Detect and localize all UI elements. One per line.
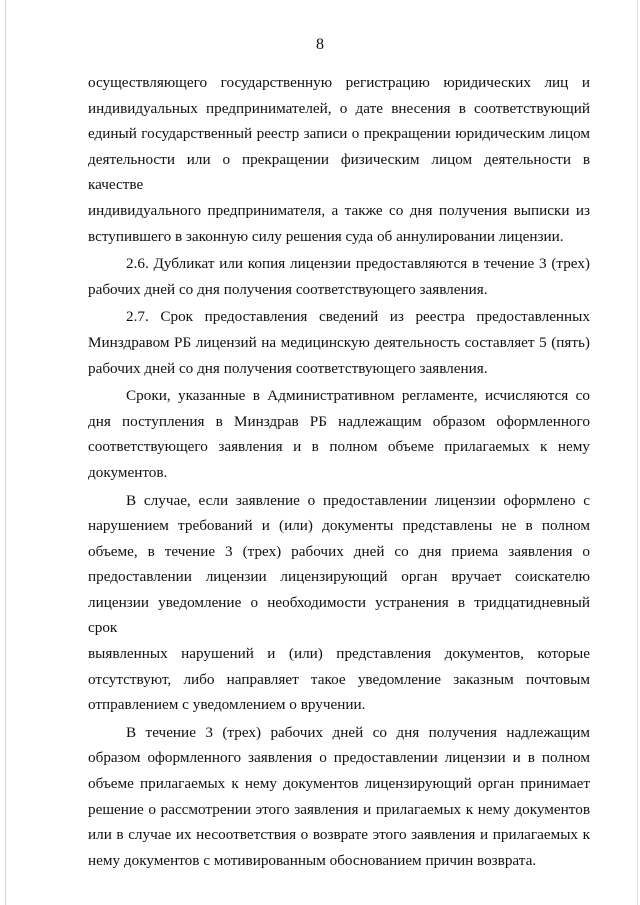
text-line: 2.6. Дубликат или копия лицензии предоставляются в течение 3 (трех) [126, 255, 590, 273]
paragraph [88, 251, 590, 302]
text-line: лицензии уведомление о необходимости устранения в тридцатидневный срок [88, 593, 590, 637]
text-line: документов. [88, 463, 168, 481]
text-line: решение о рассмотрении этого заявления и прилагаемых к нему документов [88, 800, 590, 818]
text-line: образом оформленного заявления о предоставлении лицензии и в полном [88, 749, 590, 767]
text-line: индивидуальных предпринимателей, о дате внесения в соответствующий [88, 99, 590, 117]
text-line: предоставлении лицензии лицензирующий орган вручает соискателю [88, 568, 590, 586]
paragraph [88, 70, 590, 249]
text-line: отправлением с уведомлением о вручении. [88, 696, 366, 714]
text-line: В течение 3 (трех) рабочих дней со дня получения надлежащим [126, 723, 590, 741]
paragraph [88, 720, 590, 874]
text-line: дня поступления в Минздрав РБ надлежащим образом оформленного [88, 412, 590, 430]
document-body [88, 70, 590, 873]
text-line: выявленных нарушений и (или) представления документов, которые [88, 645, 590, 663]
text-line: отсутствуют, либо направляет такое уведомление заказным почтовым [88, 670, 590, 688]
text-line: осуществляющего государственную регистрацию юридических лиц и [88, 74, 590, 91]
text-line: объеме, в течение 3 (трех) рабочих дней со дня приема заявления о [88, 542, 590, 560]
text-line: деятельности или о прекращении физическим лицом деятельности в качестве [88, 150, 590, 194]
page-number: 8 [316, 36, 324, 53]
text-line: нему документов с мотивированным обоснованием причин возврата. [88, 851, 537, 869]
text-line: соответствующего заявления и в полном объеме прилагаемых к нему [88, 438, 590, 456]
text-line: индивидуального предпринимателя, а также со дня получения выписки из [88, 201, 590, 219]
scan-edge-right [637, 0, 638, 905]
paragraph [88, 304, 590, 381]
text-line: Минздравом РБ лицензий на медицинскую деятельность составляет 5 (пять) [88, 333, 590, 351]
paragraph [88, 383, 590, 485]
text-line: единый государственный реестр записи о прекращении юридическим лицом [88, 125, 590, 143]
paragraph [88, 488, 590, 718]
text-line: вступившего в законную силу решения суда об аннулировании лицензии. [88, 227, 564, 245]
text-line: или в случае их несоответствия о возврате этого заявления и прилагаемых к [88, 826, 590, 844]
text-line: нарушением требований и (или) документы представлены не в полном [88, 517, 590, 535]
text-line: рабочих дней со дня получения соответствующего заявления. [88, 280, 488, 298]
text-line: рабочих дней со дня получения соответствующего заявления. [88, 359, 488, 377]
text-line: объеме прилагаемых к нему документов лицензирующий орган принимает [88, 775, 590, 793]
text-line: Сроки, указанные в Административном регламенте, исчисляются со [126, 387, 590, 405]
text-line: 2.7. Срок предоставления сведений из реестра предоставленных [126, 308, 590, 326]
text-line: В случае, если заявление о предоставлении лицензии оформлено с [126, 491, 590, 509]
scan-edge-left [5, 0, 6, 905]
